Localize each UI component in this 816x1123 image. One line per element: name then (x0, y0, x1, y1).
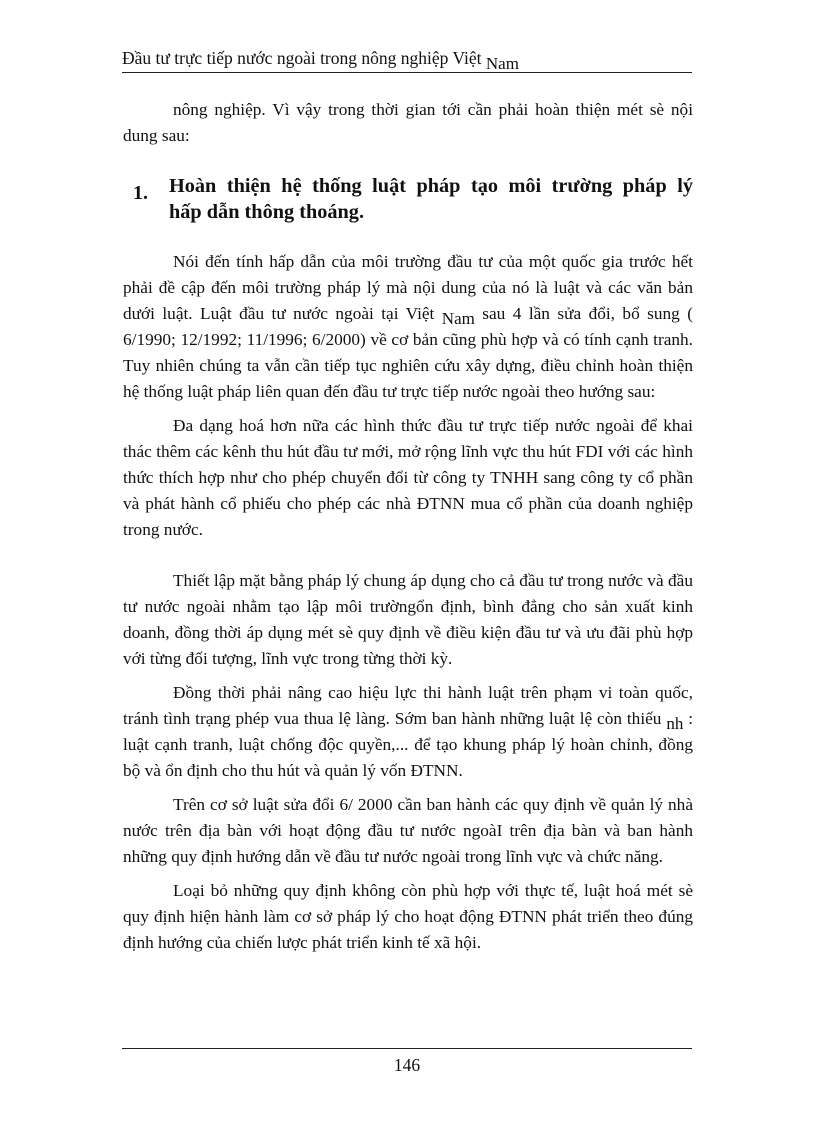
p4-text-a: Đồng thời phải nâng cao hiệu lực thi hành luật trên phạm vi toàn quốc, tránh tình trạng phép vua thua lệ làng. Sớm ban hành những luật lệ còn thiếu (123, 683, 693, 728)
section-title-line2: hấp dẫn thông thoáng. (169, 201, 365, 223)
intro-paragraph: nông nghiệp. Vì vậy trong thời gian tới cần phải hoàn thiện mét sè nội dung sau: (123, 100, 693, 145)
paragraph-enforcement (123, 680, 693, 784)
page-header (122, 48, 692, 73)
p1-text-a: Nói đến tính hấp dẫn của môi trường đầu tư của một quốc gia trước hết phải đề cập đến môi trường pháp lý mà nội dung của nó là luật và các văn bản dưới luật. Luật đầu tư nước ngoài tại Việt (123, 252, 693, 323)
header-title: Đầu tư trực tiếp nước ngoài trong nông nghiệp Việt (122, 48, 486, 68)
p4-subscript: nh (666, 714, 684, 733)
section-title-line1: Hoàn thiện hệ thống luật pháp tạo môi trường pháp lý (169, 175, 693, 197)
paragraph-common-legal-ground: Thiết lập mặt bằng pháp lý chung áp dụng cho cả đầu tư trong nước và đầu tư nước ngoài nhằm tạo lập môi trườngổn định, bình đẳng cho sản xuất kinh doanh, đồng thời áp dụng mét sè quy định về điều kiện đầu tư và ưu đãi phù hợp với từng đối tượng, lĩnh vực trong từng thời kỳ. (123, 571, 693, 668)
footer-divider (122, 1048, 692, 1049)
paragraph-legal-environment (123, 249, 693, 405)
p4-text-b: : luật cạnh tranh, luật chống độc quyền,... để tạo khung pháp lý hoàn chỉnh, đồng bộ và ổn định cho thu hút và quản lý vốn ĐTNN. (123, 709, 694, 780)
page-content (123, 97, 693, 956)
header-title-subscript: Nam (485, 54, 519, 73)
section-number: 1. (133, 182, 148, 204)
p1-subscript: Nam (441, 309, 475, 328)
section-heading (123, 173, 693, 225)
p1-text-b: sau 4 lần sửa đổi, bổ sung ( 6/1990; 12/1992; 11/1996; 6/2000) về cơ bản cũng phù hợp và có tính cạnh tranh. Tuy nhiên chúng ta vẫn cần tiếp tục nghiên cứu xây dựng, điều chỉnh hoàn thiện hệ thống luật pháp liên quan đến đầu tư trực tiếp nước ngoài theo hướng sau: (123, 304, 693, 401)
paragraph-remove-regulations: Loại bỏ những quy định không còn phù hợp với thực tế, luật hoá mét sè quy định hiện hành làm cơ sở pháp lý cho hoạt động ĐTNN phát triển theo đúng định hướng của chiến lược phát triển kinh tế xã hội. (123, 881, 693, 952)
page-number: 146 (393, 1055, 421, 1075)
paragraph-diversify-forms: Đa dạng hoá hơn nữa các hình thức đầu tư trực tiếp nước ngoài để khai thác thêm các kênh thu hút đầu tư mới, mở rộng lĩnh vực thu hút FDI với các hình thức thích hợp như cho phép chuyển đổi từ công ty TNHH sang công ty cổ phần và phát hành cổ phiếu cho phép các nhà ĐTNN mua cổ phần của doanh nghiệp trong nước. (123, 416, 693, 539)
paragraph-state-management: Trên cơ sở luật sửa đổi 6/ 2000 cần ban hành các quy định về quản lý nhà nước trên địa bàn với hoạt động đầu tư nước ngoàI trên địa bàn và ban hành những quy định hướng dẫn về đầu tư nước ngoài trong lĩnh vực và chức năng. (123, 795, 693, 866)
